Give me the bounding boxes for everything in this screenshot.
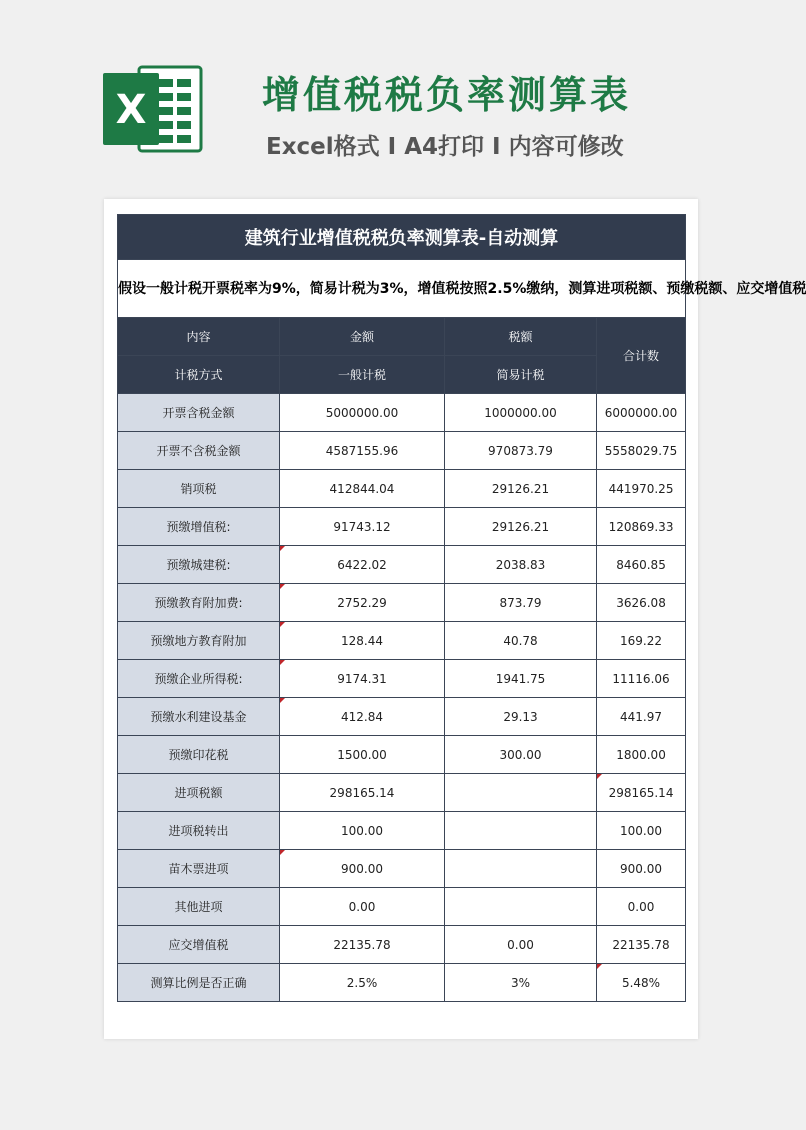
- table-row: [118, 850, 686, 888]
- row-label[interactable]: 测算比例是否正确: [118, 964, 280, 1002]
- simple-value-cell[interactable]: 970873.79: [445, 432, 597, 470]
- total-value-cell[interactable]: 0.00: [597, 888, 686, 926]
- svg-text:X: X: [115, 87, 147, 133]
- page-subtitle: Excel格式 I A4打印 I 内容可修改: [266, 134, 624, 160]
- header-total: 合计数: [597, 318, 686, 394]
- general-value-cell[interactable]: 298165.14: [280, 774, 445, 812]
- table-row: [118, 508, 686, 546]
- simple-value-cell[interactable]: 3%: [445, 964, 597, 1002]
- table-row: [118, 622, 686, 660]
- total-value-cell[interactable]: 1800.00: [597, 736, 686, 774]
- row-label[interactable]: 销项税: [118, 470, 280, 508]
- page-title: 增值税税负率测算表: [262, 73, 632, 117]
- row-label[interactable]: 预缴地方教育附加: [118, 622, 280, 660]
- total-value-cell[interactable]: 22135.78: [597, 926, 686, 964]
- table-row: [118, 546, 686, 584]
- general-value-cell[interactable]: 0.00: [280, 888, 445, 926]
- table-row: [118, 888, 686, 926]
- row-label[interactable]: 预缴印花税: [118, 736, 280, 774]
- row-label[interactable]: 开票不含税金额: [118, 432, 280, 470]
- row-label[interactable]: 进项税转出: [118, 812, 280, 850]
- row-label[interactable]: 其他进项: [118, 888, 280, 926]
- total-value-cell[interactable]: 6000000.00: [597, 394, 686, 432]
- general-value-cell[interactable]: 412844.04: [280, 470, 445, 508]
- simple-value-cell[interactable]: 2038.83: [445, 546, 597, 584]
- general-value-cell[interactable]: 5000000.00: [280, 394, 445, 432]
- table-row: [118, 432, 686, 470]
- table-row: [118, 394, 686, 432]
- simple-value-cell[interactable]: 873.79: [445, 584, 597, 622]
- row-label[interactable]: 应交增值税: [118, 926, 280, 964]
- excel-logo-icon: [103, 63, 203, 155]
- general-value-cell[interactable]: 2.5%: [280, 964, 445, 1002]
- row-label[interactable]: 预缴增值税:: [118, 508, 280, 546]
- header-amount: 金额: [280, 318, 445, 356]
- row-label[interactable]: 预缴城建税:: [118, 546, 280, 584]
- total-value-cell[interactable]: 8460.85: [597, 546, 686, 584]
- total-value-cell[interactable]: 298165.14: [597, 774, 686, 812]
- total-value-cell[interactable]: 441970.25: [597, 470, 686, 508]
- total-value-cell[interactable]: 441.97: [597, 698, 686, 736]
- table-row: [118, 660, 686, 698]
- table-row: [118, 774, 686, 812]
- general-value-cell[interactable]: 900.00: [280, 850, 445, 888]
- table-title: 建筑行业增值税税负率测算表-自动测算: [118, 215, 686, 260]
- simple-value-cell[interactable]: [445, 774, 597, 812]
- header-tax: 税额: [445, 318, 597, 356]
- header-simple: 简易计税: [445, 356, 597, 394]
- simple-value-cell[interactable]: 300.00: [445, 736, 597, 774]
- table-row: [118, 584, 686, 622]
- total-value-cell[interactable]: 11116.06: [597, 660, 686, 698]
- general-value-cell[interactable]: 9174.31: [280, 660, 445, 698]
- table-row: [118, 470, 686, 508]
- general-value-cell[interactable]: 128.44: [280, 622, 445, 660]
- simple-value-cell[interactable]: 29126.21: [445, 508, 597, 546]
- general-value-cell[interactable]: 1500.00: [280, 736, 445, 774]
- simple-value-cell[interactable]: 1000000.00: [445, 394, 597, 432]
- general-value-cell[interactable]: 4587155.96: [280, 432, 445, 470]
- total-value-cell[interactable]: 100.00: [597, 812, 686, 850]
- simple-value-cell[interactable]: [445, 850, 597, 888]
- table-row: [118, 964, 686, 1002]
- general-value-cell[interactable]: 91743.12: [280, 508, 445, 546]
- row-label[interactable]: 进项税额: [118, 774, 280, 812]
- simple-value-cell[interactable]: 29126.21: [445, 470, 597, 508]
- simple-value-cell[interactable]: [445, 812, 597, 850]
- general-value-cell[interactable]: 22135.78: [280, 926, 445, 964]
- general-value-cell[interactable]: 412.84: [280, 698, 445, 736]
- table-row: [118, 736, 686, 774]
- simple-value-cell[interactable]: 29.13: [445, 698, 597, 736]
- general-value-cell[interactable]: 6422.02: [280, 546, 445, 584]
- simple-value-cell[interactable]: [445, 888, 597, 926]
- total-value-cell[interactable]: 120869.33: [597, 508, 686, 546]
- table-row: [118, 926, 686, 964]
- row-label[interactable]: 预缴水利建设基金: [118, 698, 280, 736]
- row-label[interactable]: 预缴企业所得税:: [118, 660, 280, 698]
- general-value-cell[interactable]: 100.00: [280, 812, 445, 850]
- header-general: 一般计税: [280, 356, 445, 394]
- total-value-cell[interactable]: 3626.08: [597, 584, 686, 622]
- total-value-cell[interactable]: 5.48%: [597, 964, 686, 1002]
- table-row: [118, 698, 686, 736]
- row-label[interactable]: 开票含税金额: [118, 394, 280, 432]
- simple-value-cell[interactable]: 1941.75: [445, 660, 597, 698]
- row-label[interactable]: 预缴教育附加费:: [118, 584, 280, 622]
- header-tax-method: 计税方式: [118, 356, 280, 394]
- total-value-cell[interactable]: 900.00: [597, 850, 686, 888]
- tax-calculation-table: [117, 214, 806, 1002]
- total-value-cell[interactable]: 169.22: [597, 622, 686, 660]
- table-row: [118, 812, 686, 850]
- assumption-note: 假设一般计税开票税率为9%，简易计税为3%，增值税按照2.5%缴纳，测算进项税额、预缴税额、应交增值税: [118, 260, 686, 318]
- total-value-cell[interactable]: 5558029.75: [597, 432, 686, 470]
- header-content: 内容: [118, 318, 280, 356]
- general-value-cell[interactable]: 2752.29: [280, 584, 445, 622]
- simple-value-cell[interactable]: 0.00: [445, 926, 597, 964]
- simple-value-cell[interactable]: 40.78: [445, 622, 597, 660]
- row-label[interactable]: 苗木票进项: [118, 850, 280, 888]
